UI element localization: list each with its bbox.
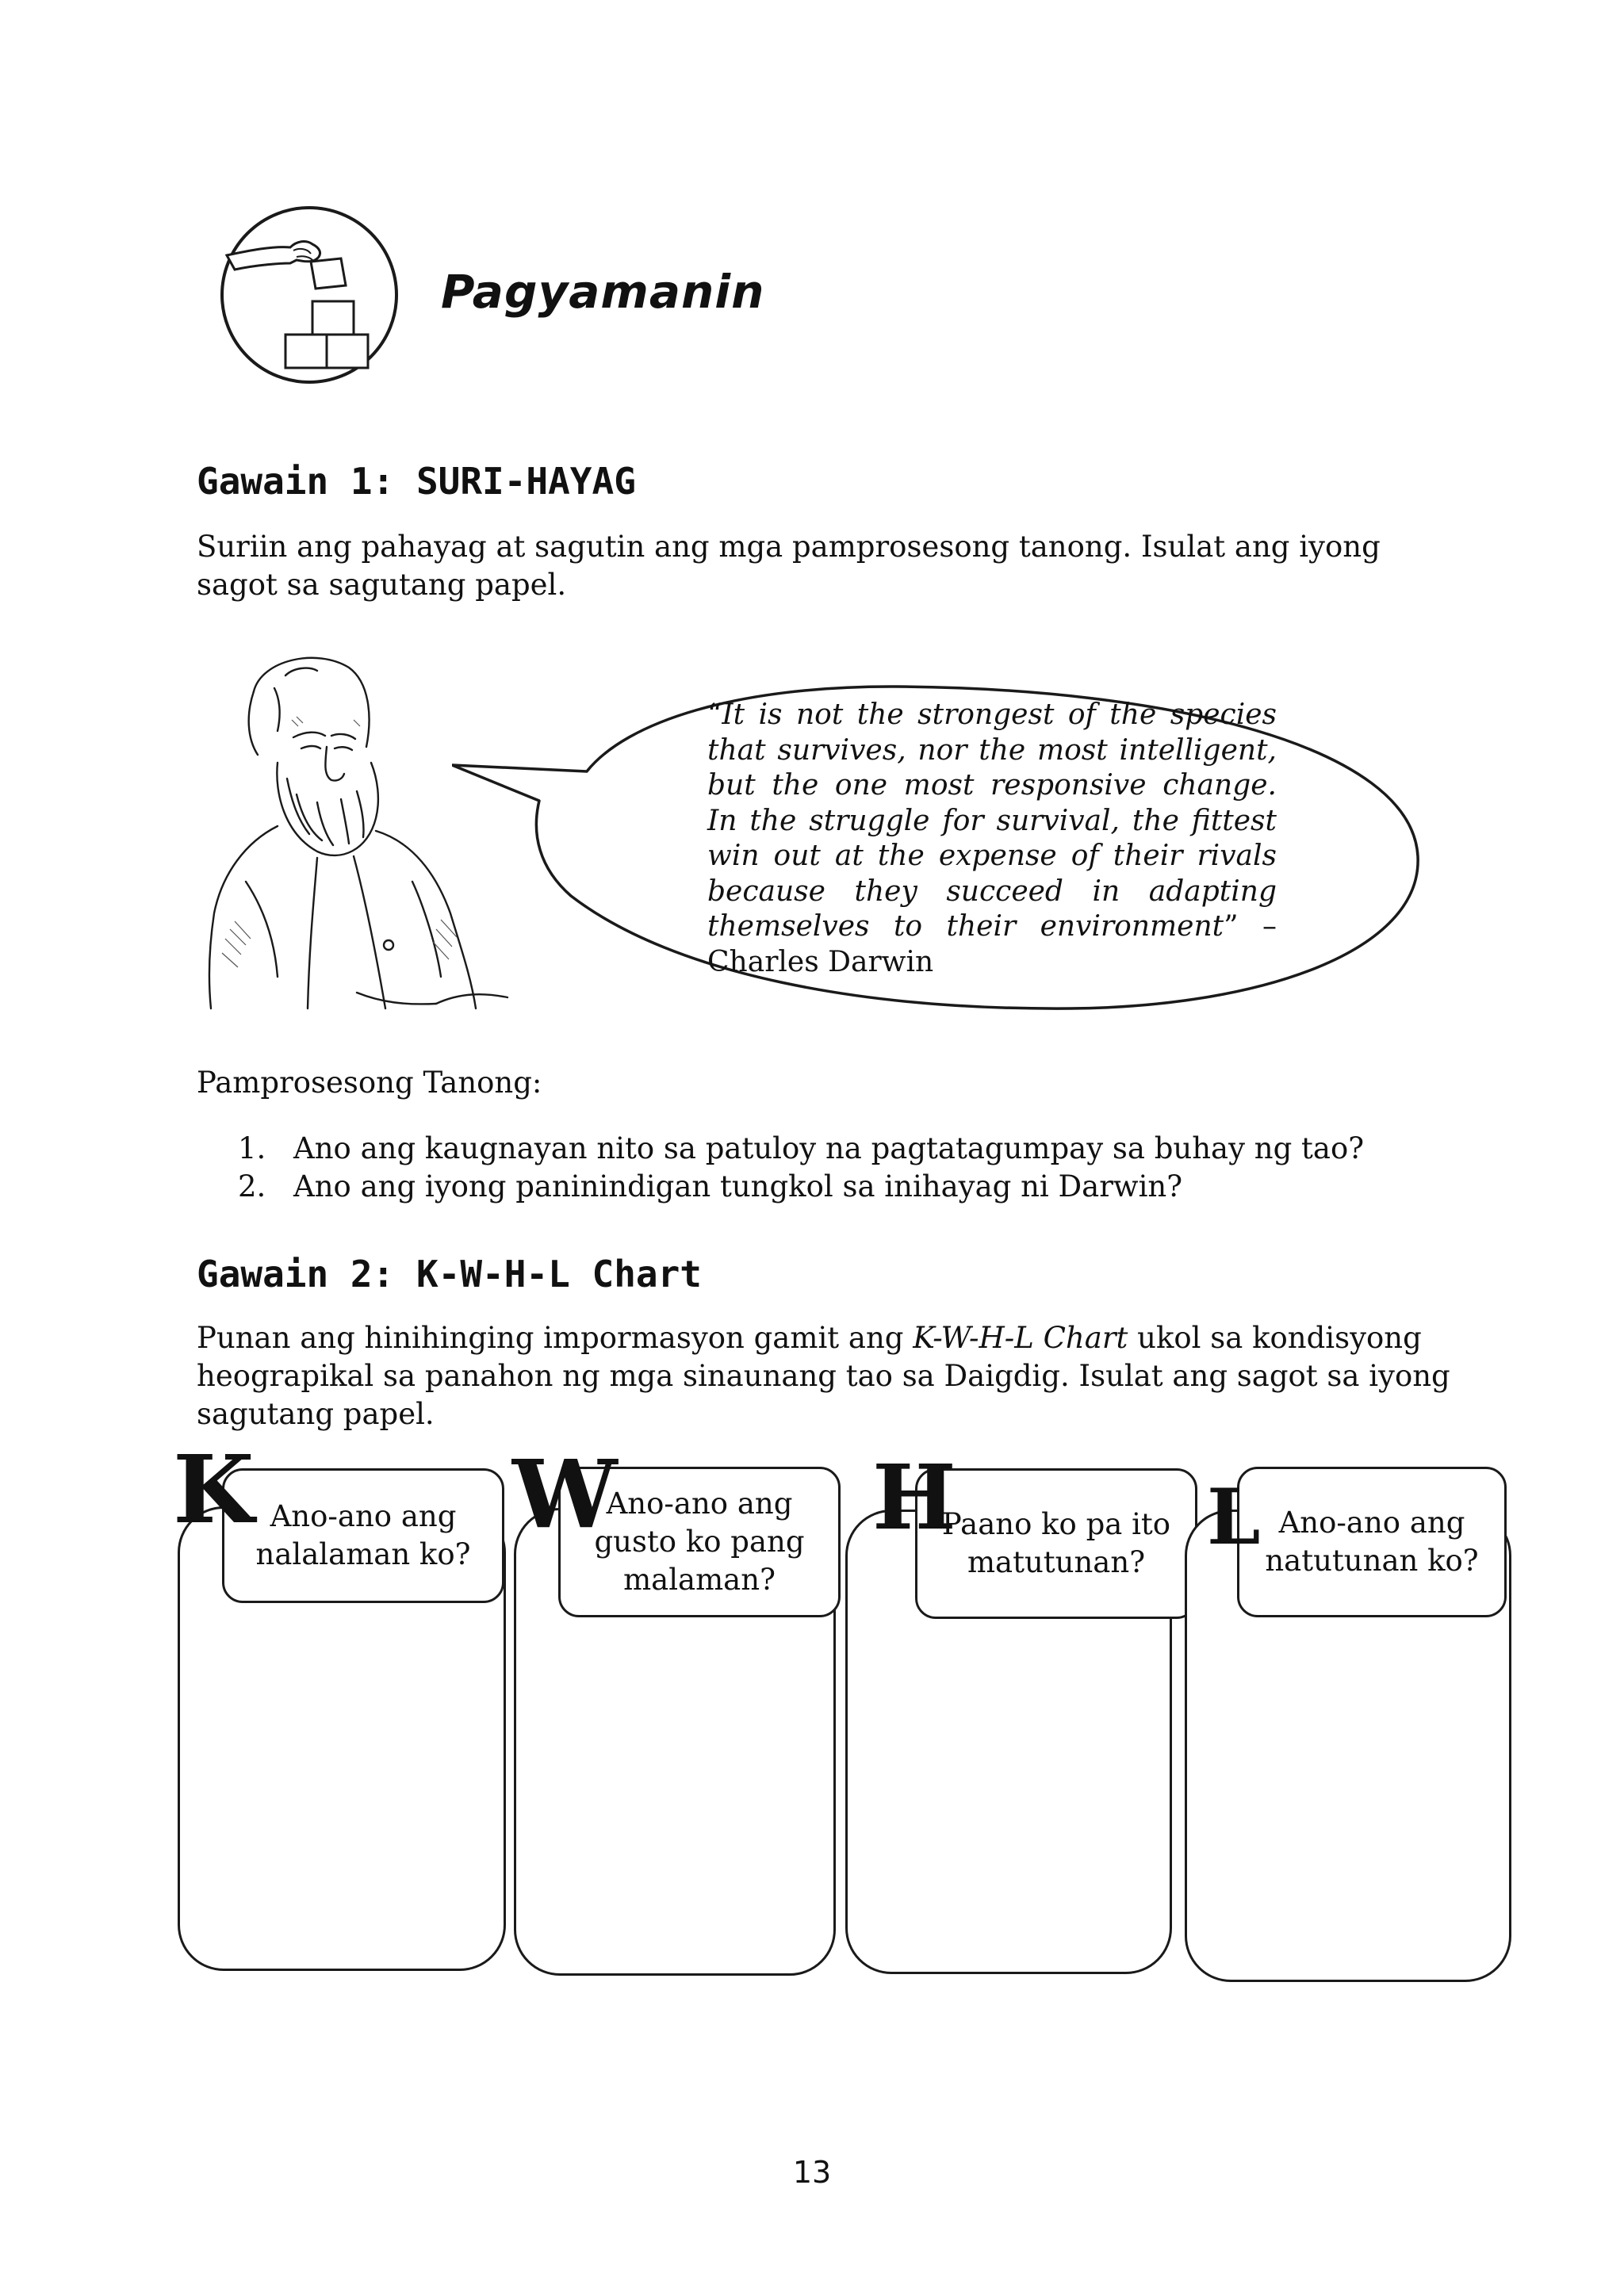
l-prompt-box: Ano-ano ang natutunan ko? xyxy=(1237,1467,1507,1617)
k-letter: K xyxy=(173,1434,255,1544)
h-letter: H xyxy=(872,1446,956,1550)
instruction-text: Punan ang hinihinging impormasyon gamit ang xyxy=(197,1321,914,1355)
list-item xyxy=(238,1168,1507,1206)
list-item xyxy=(238,1130,1507,1168)
question-number: 2. xyxy=(238,1169,266,1203)
page-number: 13 xyxy=(792,2155,832,2190)
instruction-chart-name: K-W-H-L Chart xyxy=(913,1321,1128,1355)
w-prompt-box: Ano-ano ang gusto ko pang malaman? xyxy=(558,1467,841,1617)
l-letter: L xyxy=(1207,1472,1261,1562)
darwin-quote xyxy=(707,698,1277,980)
quote-body: It is not the strongest of the species that survives, nor the most intelligent, but the one most responsive change. In the struggle for survival, the fittest win out at the expense of their rivals because they succeed in adapting themselves to their environment xyxy=(707,698,1277,943)
processing-questions-label: Pamprosesong Tanong: xyxy=(197,1066,542,1100)
gawain-2-heading: Gawain 2: K-W-H-L Chart xyxy=(197,1253,702,1295)
k-prompt-box: Ano-ano ang nalalaman ko? xyxy=(222,1468,504,1603)
page-title: Pagyamanin xyxy=(441,265,765,319)
gawain-1-instruction: Suriin ang pahayag at sagutin ang mga pamprosesong tanong. Isulat ang iyong sagot sa sagutang papel. xyxy=(197,530,1381,602)
question-number: 1. xyxy=(238,1131,266,1165)
gawain-2-instruction xyxy=(197,1319,1465,1433)
quote-open-mark: “ xyxy=(707,698,722,731)
question-text: Ano ang iyong paninindigan tungkol sa inihayag ni Darwin? xyxy=(293,1169,1183,1203)
processing-questions-list xyxy=(238,1130,1507,1206)
h-prompt-box: Paano ko pa ito matutunan? xyxy=(915,1468,1197,1619)
quote-attribution: ” – Charles Darwin xyxy=(707,910,1277,978)
w-letter: W xyxy=(512,1439,618,1549)
hand-stacking-blocks-icon xyxy=(217,200,401,390)
gawain-1-heading: Gawain 1: SURI-HAYAG xyxy=(197,460,636,503)
instruction-text: ukol sa kondisyong heograpikal sa panahon ng mga sinaunang tao sa Daigdig. Isulat ang sagot sa iyong sagutang papel. xyxy=(197,1321,1450,1431)
question-text: Ano ang kaugnayan nito sa patuloy na pagtatagumpay sa buhay ng tao? xyxy=(293,1131,1365,1165)
